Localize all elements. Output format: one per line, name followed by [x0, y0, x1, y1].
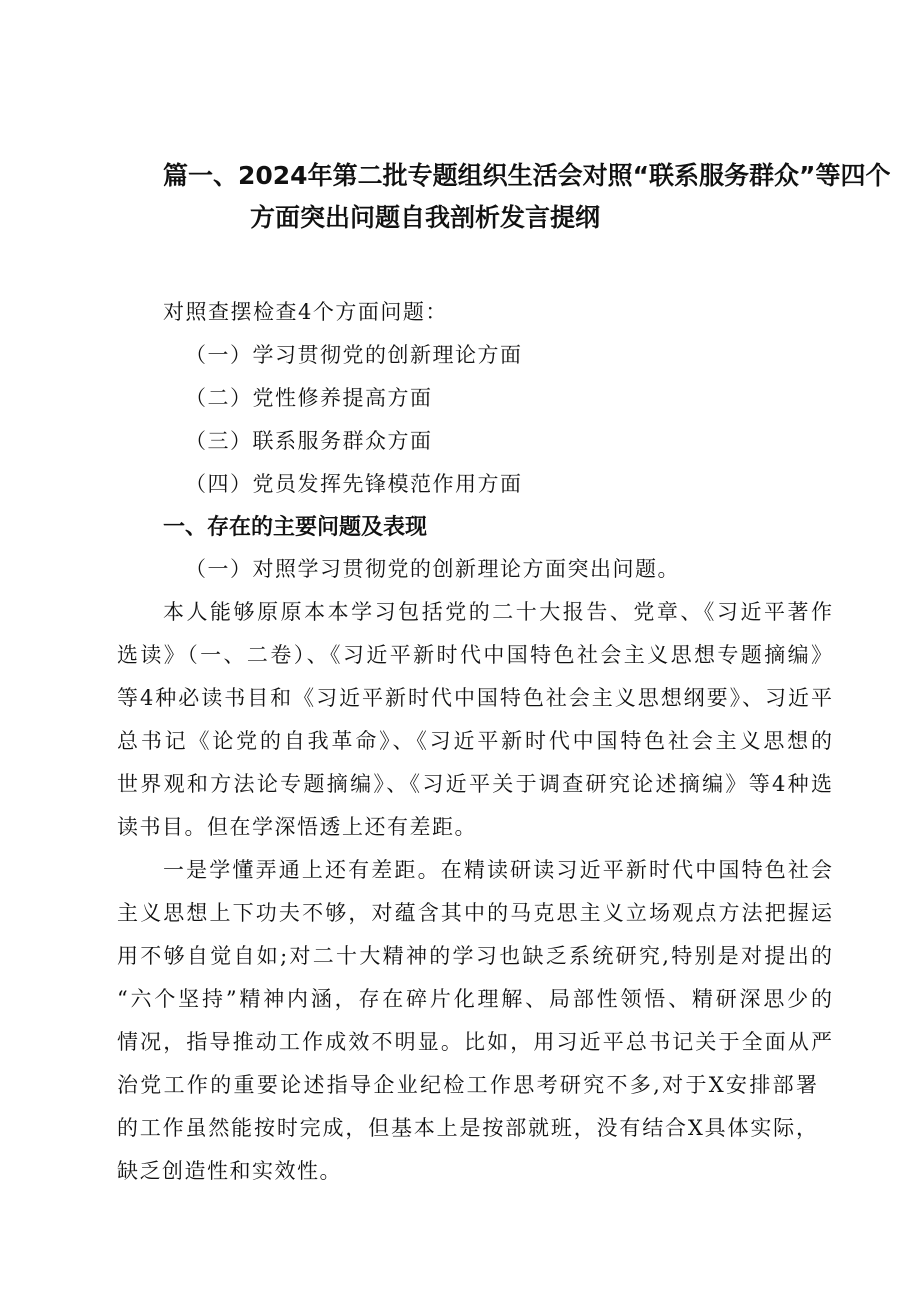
paragraph-1-line: 世界观和方法论专题摘编》、《习近平关于调查研究论述摘编》等4种选: [117, 772, 832, 796]
paragraph-1-line: 本人能够原原本本学习包括党的二十大报告、党章、《习近平著作: [163, 600, 832, 624]
paragraph-1-line: 读书目。但在学深悟透上还有差距。: [117, 815, 477, 839]
list-item: （二）党性修养提高方面: [185, 386, 433, 410]
document-title-line-2: 方面突出问题自我剖析发言提纲: [250, 203, 601, 232]
list-item: （四）党员发挥先锋模范作用方面: [185, 472, 523, 496]
subsection-heading: （一）对照学习贯彻党的创新理论方面突出问题。: [185, 557, 680, 581]
intro-text: 对照查摆检查4个方面问题：: [163, 300, 448, 324]
paragraph-2-line: “六个坚持”精神内涵，存在碎片化理解、局部性领悟、精研深思少的: [117, 987, 832, 1011]
document-title-line-1: 篇一、2024年第二批专题组织生活会对照“联系服务群众”等四个: [163, 161, 891, 190]
paragraph-1-line: 选读》（一、二卷）、《习近平新时代中国特色社会主义思想专题摘编》: [117, 643, 832, 667]
paragraph-2-line: 一是学懂弄通上还有差距。在精读研读习近平新时代中国特色社会: [163, 858, 832, 882]
paragraph-1-line: 总书记《论党的自我革命》、《习近平新时代中国特色社会主义思想的: [117, 729, 832, 753]
paragraph-1-line: 等4种必读书目和《习近平新时代中国特色社会主义思想纲要》、习近平: [117, 686, 832, 710]
list-item: （一）学习贯彻党的创新理论方面: [185, 343, 523, 367]
section-heading: 一、存在的主要问题及表现: [163, 515, 428, 540]
paragraph-2-line: 用不够自觉自如;对二十大精神的学习也缺乏系统研究,特别是对提出的: [117, 944, 832, 968]
paragraph-2-line: 的工作虽然能按时完成，但基本上是按部就班，没有结合X具体实际，: [117, 1116, 817, 1140]
list-item: （三）联系服务群众方面: [185, 429, 433, 453]
paragraph-2-line: 治党工作的重要论述指导企业纪检工作思考研究不多,对于X安排部署: [117, 1073, 817, 1097]
paragraph-2-line: 缺乏创造性和实效性。: [117, 1159, 342, 1183]
paragraph-2-line: 主义思想上下功夫不够，对蕴含其中的马克思主义立场观点方法把握运: [117, 901, 832, 925]
paragraph-2-line: 情况，指导推动工作成效不明显。比如，用习近平总书记关于全面从严: [117, 1030, 832, 1054]
